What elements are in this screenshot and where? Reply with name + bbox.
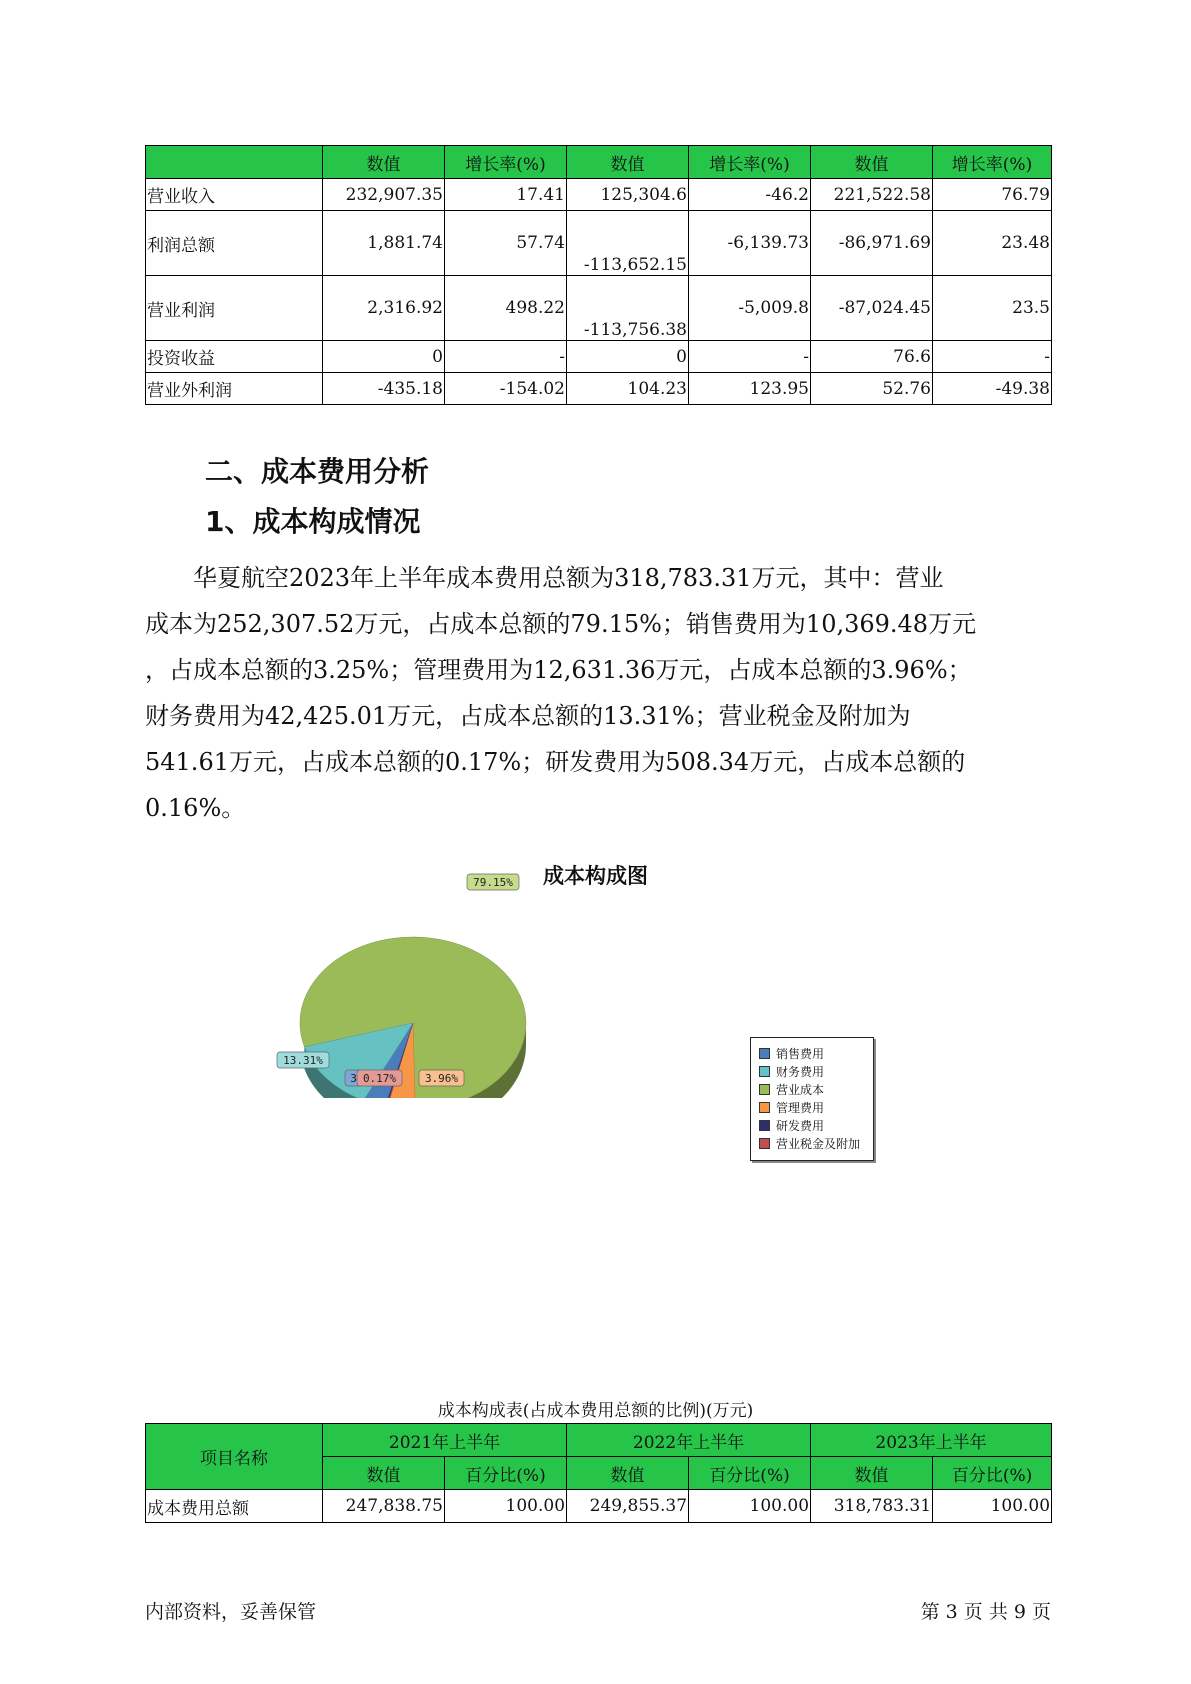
year-header: 2021年上半年: [323, 1424, 567, 1457]
header-cell: [146, 146, 323, 179]
table-cell: -: [445, 341, 567, 373]
row-label: 营业利润: [146, 276, 323, 341]
table-cell: 23.5: [933, 276, 1052, 341]
table-cell: 100.00: [933, 1490, 1052, 1523]
legend-swatch: [759, 1048, 770, 1059]
table-cell: 2,316.92: [323, 276, 445, 341]
table-row: [146, 1490, 1052, 1523]
cost-composition-table: [145, 1423, 1052, 1523]
data-label: [277, 1052, 329, 1068]
header-cell: 百分比(%): [933, 1457, 1052, 1490]
table-cell: 23.48: [933, 211, 1052, 276]
legend-item: [759, 1134, 873, 1152]
table-cell: 123.95: [689, 373, 811, 405]
legend-label: 研发费用: [776, 1118, 825, 1133]
legend-item: [759, 1116, 873, 1134]
table-cell: -154.02: [445, 373, 567, 405]
table-cell: 232,907.35: [323, 179, 445, 211]
table-row: [146, 373, 1052, 405]
legend-item: [759, 1080, 873, 1098]
data-label: [419, 1070, 464, 1086]
legend-label: 管理费用: [776, 1100, 825, 1115]
table-cell: 1,881.74: [323, 211, 445, 276]
table-cell: 100.00: [689, 1490, 811, 1523]
svg-text:3: 3: [350, 1072, 357, 1085]
table-header-row: [146, 1424, 1052, 1457]
table-cell: -: [689, 341, 811, 373]
legend-swatch: [759, 1102, 770, 1113]
year-header: 2022年上半年: [567, 1424, 811, 1457]
table-cell: -6,139.73: [689, 211, 811, 276]
table-caption: 成本构成表(占成本费用总额的比例)(万元): [437, 1401, 754, 1421]
year-header: 2023年上半年: [811, 1424, 1052, 1457]
header-cell: 百分比(%): [445, 1457, 567, 1490]
footer-page-number: 第 3 页 共 9 页: [920, 1601, 1051, 1623]
header-cell: 项目名称: [146, 1424, 323, 1490]
financial-metrics-table: [145, 145, 1052, 405]
svg-text:0.17%: 0.17%: [362, 1072, 397, 1085]
chart-title: 成本构成图: [543, 864, 648, 888]
table-row: [146, 179, 1052, 211]
header-cell: 百分比(%): [689, 1457, 811, 1490]
table-cell: 125,304.6: [567, 179, 689, 211]
legend-label: 营业税金及附加: [776, 1136, 861, 1151]
table-row: [146, 341, 1052, 373]
legend-item: [759, 1044, 873, 1062]
header-cell: 数值: [567, 1457, 689, 1490]
table-cell: 0: [323, 341, 445, 373]
paragraph-line: ，占成本总额的3.25%；管理费用为12,631.36万元，占成本总额的3.96%；: [145, 656, 972, 684]
row-label: 成本费用总额: [146, 1490, 323, 1523]
table-cell: -46.2: [689, 179, 811, 211]
table-cell: 318,783.31: [811, 1490, 933, 1523]
table-cell: 52.76: [811, 373, 933, 405]
legend-label: 财务费用: [776, 1064, 825, 1079]
cost-composition-pie-chart: [270, 858, 610, 1098]
legend-swatch: [759, 1120, 770, 1131]
legend-swatch: [759, 1084, 770, 1095]
section-title: 二、成本费用分析: [205, 455, 430, 488]
header-cell: 增长率(%): [445, 146, 567, 179]
paragraph-line: 华夏航空2023年上半年成本费用总额为318,783.31万元，其中：营业: [193, 564, 944, 592]
row-label: 利润总额: [146, 211, 323, 276]
table-cell: -113,652.15: [567, 211, 689, 276]
table-cell: 249,855.37: [567, 1490, 689, 1523]
table-cell: 17.41: [445, 179, 567, 211]
legend-label: 销售费用: [776, 1046, 825, 1061]
table-cell: 57.74: [445, 211, 567, 276]
row-label: 投资收益: [146, 341, 323, 373]
header-cell: 增长率(%): [933, 146, 1052, 179]
svg-text:13.31%: 13.31%: [283, 1054, 323, 1067]
table-cell: 0: [567, 341, 689, 373]
header-cell: 增长率(%): [689, 146, 811, 179]
table-header-row: [146, 146, 1052, 179]
header-cell: 数值: [811, 146, 933, 179]
chart-legend: [750, 1037, 874, 1161]
subsection-title: 1、成本构成情况: [205, 505, 421, 538]
table-cell: 498.22: [445, 276, 567, 341]
paragraph-line: 541.61万元，占成本总额的0.17%；研发费用为508.34万元，占成本总额的: [145, 748, 966, 776]
paragraph-line: 财务费用为42,425.01万元，占成本总额的13.31%；营业税金及附加为: [145, 702, 911, 730]
paragraph-line: 0.16%。: [145, 794, 246, 822]
table-cell: -87,024.45: [811, 276, 933, 341]
table-cell: 247,838.75: [323, 1490, 445, 1523]
header-cell: 数值: [811, 1457, 933, 1490]
svg-text:3.96%: 3.96%: [424, 1072, 459, 1085]
table-cell: -113,756.38: [567, 276, 689, 341]
table-cell: -435.18: [323, 373, 445, 405]
footer-confidential-note: 内部资料，妥善保管: [145, 1601, 317, 1623]
header-cell: 数值: [567, 146, 689, 179]
header-cell: 数值: [323, 146, 445, 179]
data-label: [467, 874, 519, 890]
table-cell: -86,971.69: [811, 211, 933, 276]
table-cell: -5,009.8: [689, 276, 811, 341]
table-cell: -49.38: [933, 373, 1052, 405]
table-cell: -: [933, 341, 1052, 373]
table-cell: 76.79: [933, 179, 1052, 211]
svg-text:79.15%: 79.15%: [473, 876, 513, 889]
table-row: [146, 276, 1052, 341]
header-cell: 数值: [323, 1457, 445, 1490]
legend-item: [759, 1062, 873, 1080]
data-label: [357, 1070, 402, 1086]
table-cell: 104.23: [567, 373, 689, 405]
table-cell: 221,522.58: [811, 179, 933, 211]
cost-analysis-paragraph: [145, 555, 1051, 831]
legend-swatch: [759, 1138, 770, 1149]
row-label: 营业收入: [146, 179, 323, 211]
table-cell: 76.6: [811, 341, 933, 373]
table-row: [146, 211, 1052, 276]
table-cell: 100.00: [445, 1490, 567, 1523]
row-label: 营业外利润: [146, 373, 323, 405]
legend-swatch: [759, 1066, 770, 1077]
legend-item: [759, 1098, 873, 1116]
paragraph-line: 成本为252,307.52万元，占成本总额的79.15%；销售费用为10,369.48万元: [145, 610, 977, 638]
legend-label: 营业成本: [776, 1082, 825, 1097]
